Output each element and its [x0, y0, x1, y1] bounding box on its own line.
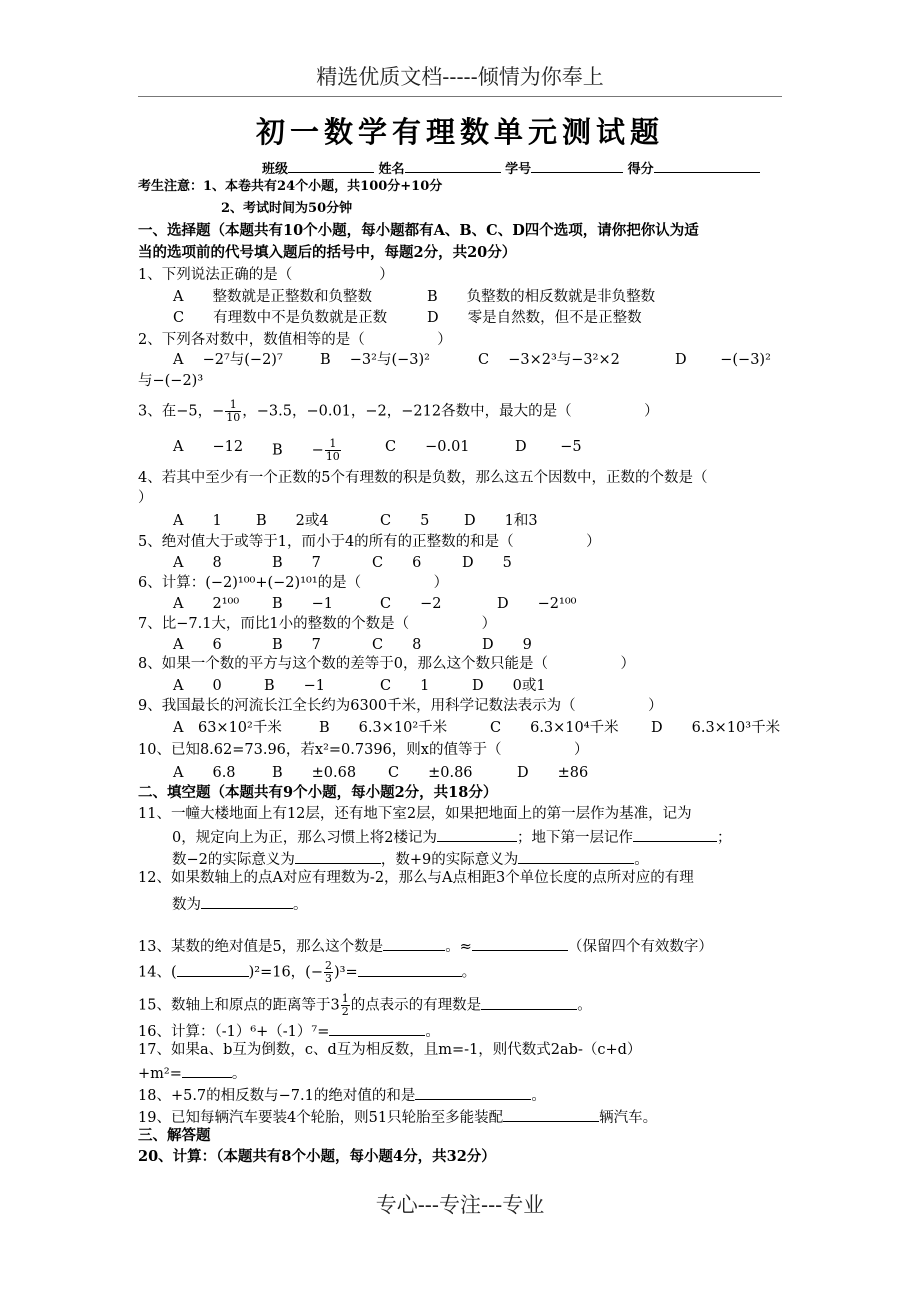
q12-text-a: 数为 — [172, 897, 201, 913]
q11-blank-4[interactable] — [518, 848, 634, 864]
class-label: 班级 — [262, 162, 289, 177]
q3-option-a[interactable]: A −12 — [173, 439, 244, 455]
q12-line-1: 12、如果数轴上的点A对应有理数为-2，那么与A点相距3个单位长度的点所对应的有理 — [138, 870, 694, 886]
q15-text-a: 15、数轴上和原点的距离等于3 — [138, 997, 340, 1014]
notice-line-1 — [138, 178, 442, 196]
q3-option-d[interactable]: D −5 — [515, 439, 582, 455]
q11-text-b: ；地下第一层记作 — [516, 830, 633, 846]
id-field[interactable] — [531, 157, 623, 173]
info-line — [262, 157, 760, 179]
q5-stem: 5、绝对值大于或等于1，而小于4的所有的正整数的和是（ ） — [138, 534, 601, 550]
score-label: 得分 — [627, 162, 654, 177]
q9-option-d[interactable]: D 6.3×10³千米 — [651, 720, 781, 736]
q11-text-c: ； — [716, 830, 732, 846]
q14-text-a: 14、( — [138, 964, 177, 981]
q14-fraction — [324, 960, 333, 985]
header-rule — [138, 96, 782, 97]
score-field[interactable] — [654, 157, 760, 173]
q7-option-b[interactable]: B 7 — [272, 637, 321, 653]
page-footer: 专心---专注---专业 — [375, 1193, 545, 1217]
q6-option-a[interactable]: A 2¹⁰⁰ — [173, 596, 240, 612]
q1-option-a[interactable]: A 整数就是正整数和负整数 — [173, 289, 372, 305]
q5-option-b[interactable]: B 7 — [272, 555, 321, 571]
q7-option-a[interactable]: A 6 — [173, 637, 222, 653]
q16 — [138, 1020, 440, 1041]
q10-option-d[interactable]: D ±86 — [517, 765, 589, 781]
q17-line-2 — [138, 1062, 246, 1083]
q15-blank[interactable] — [481, 994, 577, 1010]
q6-stem: 6、计算：(−2)¹⁰⁰+(−2)¹⁰¹的是（ ） — [138, 575, 449, 591]
q19-text-b: 辆汽车。 — [599, 1110, 658, 1126]
q12-line-2 — [172, 893, 308, 914]
q6-option-d[interactable]: D −2¹⁰⁰ — [497, 596, 577, 612]
q11-text-f: 。 — [634, 852, 649, 868]
q18-text-a: 18、+5.7的相反数与−7.1的绝对值的和是 — [138, 1088, 416, 1104]
q3-option-c[interactable]: C −0.01 — [385, 439, 470, 455]
q14 — [138, 960, 476, 985]
q5-option-a[interactable]: A 8 — [173, 555, 222, 571]
name-label: 姓名 — [378, 162, 405, 177]
q6-option-b[interactable]: B −1 — [272, 596, 334, 612]
q20-stem: 20、计算：（本题共有8个小题，每小题4分，共32分） — [138, 1148, 496, 1165]
q9-option-c[interactable]: C 6.3×10⁴千米 — [490, 720, 619, 736]
q9-option-a[interactable]: A 63×10²千米 — [173, 720, 282, 736]
q3-option-b[interactable] — [272, 438, 342, 463]
q14-blank-2[interactable] — [358, 961, 462, 977]
q2-option-c[interactable]: C −3×2³与−3²×2 — [478, 352, 620, 368]
q13-blank-2[interactable] — [472, 935, 568, 951]
q3-fraction-num: 1 — [225, 399, 241, 412]
page-header: 精选优质文档-----倾情为你奉上 — [316, 65, 604, 89]
q13 — [138, 935, 713, 956]
section1-heading-a: 一、选择题（本题共有10个小题，每小题都有A、B、C、D四个选项，请你把你认为适 — [138, 222, 699, 239]
q11-blank-2[interactable] — [633, 826, 717, 842]
q17-text-a: +m²= — [138, 1066, 182, 1082]
q4-option-a[interactable]: A 1 — [173, 513, 222, 529]
q11-line-1: 11、一幢大楼地面上有12层，还有地下室2层，如果把地面上的第一层作为基准，记为 — [138, 806, 692, 822]
q13-text-c: （保留四个有效数字） — [567, 939, 713, 955]
q13-text-a: 13、某数的绝对值是5，那么这个数是 — [138, 939, 384, 955]
q9-stem: 9、我国最长的河流长江全长约为6300千米，用科学记数法表示为（ ） — [138, 698, 663, 714]
q3-fraction-den: 10 — [226, 411, 241, 424]
q1-option-c[interactable]: C 有理数中不是负数就是正数 — [173, 310, 388, 326]
q8-option-a[interactable]: A 0 — [173, 678, 222, 694]
q14-blank-1[interactable] — [177, 961, 249, 977]
q11-blank-3[interactable] — [295, 848, 381, 864]
notice-item-2: 2、考试时间为50分钟 — [221, 201, 353, 216]
q10-option-a[interactable]: A 6.8 — [173, 765, 236, 781]
q15-fraction-den: 2 — [341, 1005, 349, 1018]
section1-heading-b: 当的选项前的代号填入题后的括号中，每题2分，共20分） — [138, 244, 517, 261]
q18-text-b: 。 — [531, 1088, 546, 1104]
q8-stem: 8、如果一个数的平方与这个数的差等于0，那么这个数只能是（ ） — [138, 656, 635, 672]
q4-stem: 4、若其中至少有一个正数的5个有理数的积是负数，那么这五个因数中，正数的个数是（ — [138, 470, 708, 486]
q6-option-c[interactable]: C −2 — [380, 596, 442, 612]
q15-fraction — [341, 993, 350, 1018]
q2-stem: 2、下列各对数中，数值相等的是（ ） — [138, 332, 452, 348]
q10-option-b[interactable]: B ±0.68 — [272, 765, 357, 781]
q14-text-c: )³= — [334, 964, 358, 981]
q4-option-d[interactable]: D 1和3 — [464, 513, 538, 529]
q3-stem-pre: 3、在−5，− — [138, 403, 225, 420]
q11-text-d: 数−2的实际意义为 — [172, 852, 295, 868]
q16-blank[interactable] — [329, 1020, 425, 1036]
q2-option-d-cont: 与−(−2)³ — [138, 373, 204, 389]
q1-option-b[interactable]: B 负整数的相反数就是非负整数 — [427, 289, 656, 305]
q17-text-b: 。 — [231, 1066, 247, 1082]
q11-blank-1[interactable] — [437, 826, 517, 842]
q17-blank[interactable] — [182, 1062, 232, 1078]
q10-option-c[interactable]: C ±0.86 — [388, 765, 473, 781]
q14-text-b: )²=16，(− — [248, 964, 323, 981]
q10-stem: 10、已知8.62=73.96，若x²=0.7396，则x的值等于（ ） — [138, 742, 589, 758]
q19-text-a: 19、已知每辆汽车要装4个轮胎，则51只轮胎至多能装配 — [138, 1110, 504, 1126]
q3-stem — [138, 399, 659, 424]
q2-option-d[interactable]: D −(−3)² — [675, 352, 771, 368]
q11-line-2 — [172, 826, 731, 847]
id-label: 学号 — [505, 162, 532, 177]
q17-line-1: 17、如果a、b互为倒数，c、d互为相反数，且m=-1，则代数式2ab-（c+d） — [138, 1042, 642, 1058]
q1-stem: 1、下列说法正确的是（ ） — [138, 267, 394, 283]
q5-option-c[interactable]: C 6 — [372, 555, 422, 571]
section3-heading: 三、解答题 — [138, 1127, 211, 1144]
q3-fraction — [225, 399, 241, 424]
q19 — [138, 1106, 657, 1127]
q19-blank[interactable] — [503, 1106, 599, 1122]
q18-blank[interactable] — [415, 1084, 531, 1100]
q14-fraction-num: 2 — [325, 959, 332, 972]
q3-option-b-num: 1 — [325, 438, 341, 451]
q1-option-d[interactable]: D 零是自然数，但不是正整数 — [427, 310, 642, 326]
q3-option-b-label: B − — [272, 442, 324, 459]
q14-fraction-den: 3 — [325, 972, 332, 985]
q8-option-d[interactable]: D 0或1 — [472, 678, 546, 694]
q11-text-a: 0，规定向上为正，那么习惯上将2楼记为 — [172, 830, 437, 846]
q12-text-b: 。 — [293, 897, 308, 913]
q2-option-a[interactable]: A −2⁷与(−2)⁷ — [173, 352, 283, 368]
q14-text-d: 。 — [461, 964, 477, 981]
q3-option-b-fraction — [325, 438, 341, 463]
q3-stem-post: ，−3.5，−0.01，−2，−212各数中，最大的是（ ） — [242, 403, 659, 420]
notice-label: 考生注意： — [138, 179, 204, 194]
q16-text-a: 16、计算：（-1）⁶+（-1）⁷= — [138, 1024, 330, 1040]
name-field[interactable] — [405, 157, 501, 173]
q8-option-b[interactable]: B −1 — [264, 678, 326, 694]
notice-item-1: 1、本卷共有24个小题，共100分+10分 — [203, 179, 443, 194]
q18 — [138, 1084, 546, 1105]
q15 — [138, 993, 592, 1018]
q4-stem-cont: ） — [138, 490, 153, 506]
q12-blank[interactable] — [201, 893, 293, 909]
q13-text-b: 。≈ — [445, 939, 472, 955]
q5-option-d[interactable]: D 5 — [462, 555, 512, 571]
q7-stem: 7、比−7.1大，而比1小的整数的个数是（ ） — [138, 616, 497, 632]
q9-option-b[interactable]: B 6.3×10²千米 — [319, 720, 448, 736]
q15-text-c: 。 — [577, 997, 592, 1014]
q16-text-b: 。 — [425, 1024, 440, 1040]
q13-blank-1[interactable] — [383, 935, 445, 951]
q11-line-3 — [172, 848, 649, 869]
q15-text-b: 的点表示的有理数是 — [350, 997, 482, 1014]
q4-option-c[interactable]: C 5 — [380, 513, 430, 529]
q2-option-b[interactable]: B −3²与(−3)² — [320, 352, 430, 368]
section2-heading: 二、填空题（本题共有9个小题，每小题2分，共18分） — [138, 784, 498, 801]
q8-option-c[interactable]: C 1 — [380, 678, 430, 694]
page-title: 初一数学有理数单元测试题 — [255, 115, 664, 149]
q11-text-e: ，数+9的实际意义为 — [380, 852, 519, 868]
q7-option-d[interactable]: D 9 — [482, 637, 532, 653]
q7-option-c[interactable]: C 8 — [372, 637, 422, 653]
class-field[interactable] — [288, 157, 374, 173]
q3-option-b-den: 10 — [325, 450, 340, 463]
q15-fraction-num: 1 — [341, 992, 349, 1005]
q4-option-b[interactable]: B 2或4 — [256, 513, 329, 529]
